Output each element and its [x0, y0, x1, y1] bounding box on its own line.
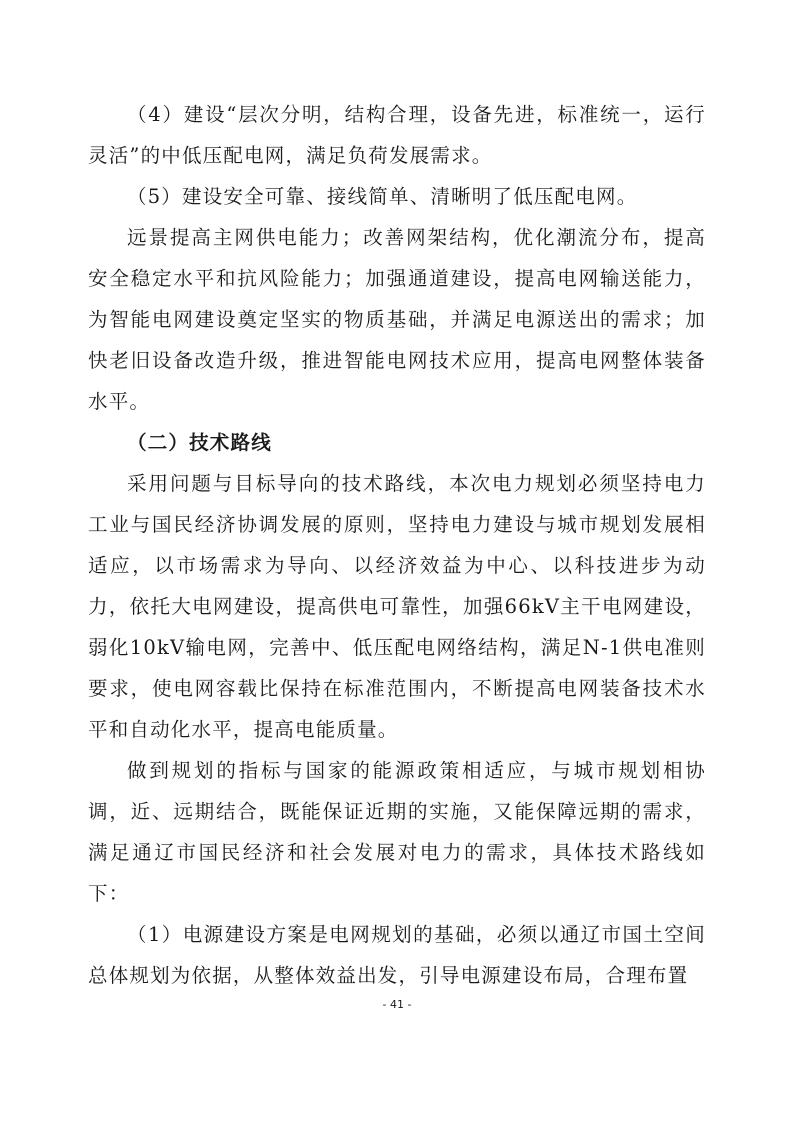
paragraph-power-source-plan: （1）电源建设方案是电网规划的基础，必须以通辽市国土空间总体规划为依据，从整体效益出发，引导电源建设布局，合理布置	[88, 923, 706, 987]
page-number: - 41 -	[382, 998, 412, 1011]
section-heading-technical-route: （二）技术路线	[127, 431, 272, 454]
paragraph-planning-indicators: 做到规划的指标与国家的能源政策相适应，与城市规划相协调，近、远期结合，既能保证近期的实施，又能保障远期的需求，满足通辽市国民经济和社会发展对电力的需求，具体技术路线如下：	[88, 759, 706, 905]
document-body	[88, 94, 706, 996]
paragraph-long-term-goals: 远景提高主网供电能力；改善网架结构，优化潮流分布，提高安全稳定水平和抗风险能力；加强通道建设，提高电网输送能力，为智能电网建设奠定坚实的物质基础，并满足电源送出的需求；加快老旧设备改造升级，推进智能电网技术应用，提高电网整体装备水平。	[88, 226, 706, 413]
paragraph-technical-route: 采用问题与目标导向的技术路线，本次电力规划必须坚持电力工业与国民经济协调发展的原则，坚持电力建设与城市规划发展相适应，以市场需求为导向、以经济效益为中心、以科技进步为动力，依托大电网建设，提高供电可靠性，加强66kV主干电网建设，弱化10kV输电网，完善中、低压配电网络结构，满足N-1供电准则要求，使电网容载比保持在标准范围内，不断提高电网装备技术水平和自动化水平，提高电能质量。	[88, 472, 706, 741]
paragraph-item-4: （4）建设“层次分明，结构合理，设备先进，标准统一，运行灵活”的中低压配电网，满足负荷发展需求。	[88, 103, 706, 167]
paragraph-item-5: （5）建设安全可靠、接线简单、清晰明了低压配电网。	[127, 185, 638, 208]
